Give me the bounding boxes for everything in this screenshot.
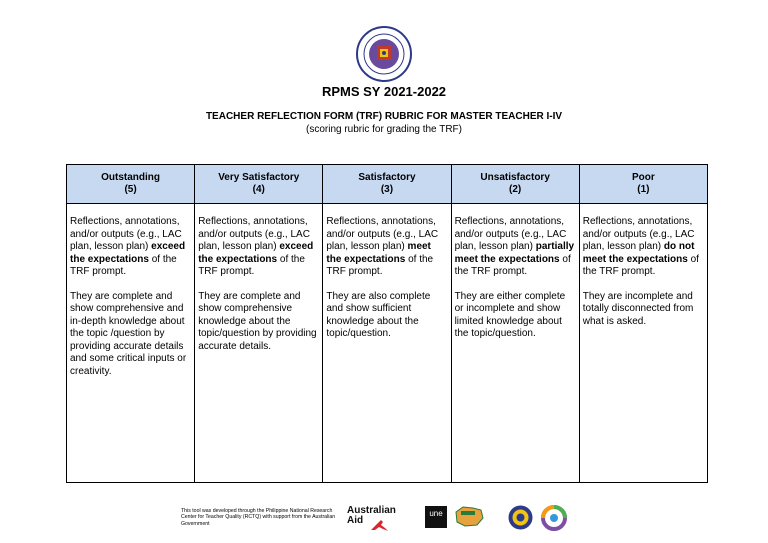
australian-aid-text: Australian Aid xyxy=(347,505,396,526)
rubric-header-row xyxy=(67,165,708,204)
document-heading: TEACHER REFLECTION FORM (TRF) RUBRIC FOR MASTER TEACHER I-IV xyxy=(205,111,563,122)
une-logo: une xyxy=(425,506,447,528)
deped-seal-logo xyxy=(356,26,412,82)
document-title: RPMS SY 2021-2022 xyxy=(321,84,447,99)
cell-unsatisfactory: Reflections, annotations, and/or outputs (e.g., LAC plan, lesson plan) partially meet the expectations of the TRF prompt. They are either complete or incomplete and show limited knowledge about the topic/question. xyxy=(451,204,579,483)
column-header-unsatisfactory: Unsatisfactory (2) xyxy=(451,165,579,204)
cell-very-satisfactory: Reflections, annotations, and/or outputs (e.g., LAC plan, lesson plan) exceed the expectations of the TRF prompt. They are complete and show comprehensive knowledge about the topic/question by providing accurate details. xyxy=(195,204,323,483)
rubric-table xyxy=(66,164,708,483)
footer-credit-note: This tool was developed through the Philippine National Research Center for Teacher Quality (RCTQ) with support from the Australian Government xyxy=(181,508,336,527)
rctq-seal-logo xyxy=(508,505,533,530)
australian-aid-logo xyxy=(347,506,407,532)
cell-satisfactory: Reflections, annotations, and/or outputs (e.g., LAC plan, lesson plan) meet the expectations of the TRF prompt. They are also complete and show sufficient knowledge about the topic/question. xyxy=(323,204,451,483)
swirl-logo xyxy=(540,505,568,531)
column-header-outstanding: Outstanding (5) xyxy=(67,165,195,204)
cell-outstanding: Reflections, annotations, and/or outputs (e.g., LAC plan, lesson plan) exceed the expectations of the TRF prompt. They are complete and show comprehensive and in-depth knowledge about the topic /question by providing accurate details and some critical inputs or creativity. xyxy=(67,204,195,483)
sealnet-map-logo xyxy=(453,504,485,528)
document-subheading: (scoring rubric for grading the TRF) xyxy=(306,124,462,135)
cell-poor: Reflections, annotations, and/or outputs (e.g., LAC plan, lesson plan) do not meet the expectations of the TRF prompt. They are incomplete and totally disconnected from what is asked. xyxy=(579,204,707,483)
rubric-description-row xyxy=(67,204,708,483)
column-header-very-satisfactory: Very Satisfactory (4) xyxy=(195,165,323,204)
column-header-poor: Poor (1) xyxy=(579,165,707,204)
kangaroo-icon xyxy=(369,518,389,532)
column-header-satisfactory: Satisfactory (3) xyxy=(323,165,451,204)
